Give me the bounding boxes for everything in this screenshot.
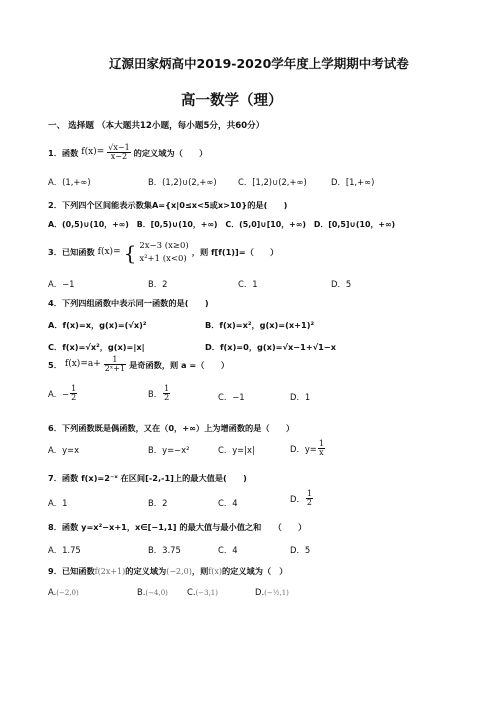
exam-subtitle: 高一数学（理） (181, 93, 283, 109)
question-5-fraction: $\frac{1}{\text{2ˣ+1}}$ (104, 355, 126, 374)
q1-option-b: B．(1,2)∪(2,+∞) (148, 177, 217, 187)
q6-option-d: D．y= $\frac{1}{x}$ (290, 439, 324, 458)
question-8-stem: 8．函数 y=x²−x+1，x∈[−1,1] 的最大值与最小值之和 （ ） (48, 522, 307, 532)
piecewise-cases: 2x−3 (x≥0) x²+1 (x<0) (139, 241, 189, 264)
exam-title: 辽源田家炳高中2019-2020学年度上学期期中考试卷 (109, 56, 409, 71)
question-9-stem: 9．已知函数f(2x+1)的定义域为(−2,0)，则f(x)的定义域为（ ） (48, 566, 288, 576)
question-2-stem: 2．下列四个区间能表示数集A={x|0≤x<5或x>10}的是( ) (48, 200, 288, 210)
q7-option-a: A．1 (48, 498, 68, 508)
q1-option-c: C．[1,2)∪(2,+∞) (238, 177, 307, 187)
q3-option-d: D．5 (331, 279, 352, 289)
question-4-stem: 4．下列四组函数中表示同一函数的是( ) (48, 298, 209, 308)
q5-option-b: B． $\frac{1}{2}$ (148, 384, 170, 403)
q7-option-b: B．2 (148, 498, 168, 508)
q5-option-a: A．− $\frac{1}{2}$ (48, 384, 77, 403)
q4-option-a: A．f(x)=x，g(x)=(√x)² (48, 320, 147, 330)
q9-option-b: B.(−4,0) (137, 587, 168, 597)
q8-option-d: D．5 (290, 545, 311, 555)
question-5-stem: 5． f(x)=a+ $\frac{1}{\text{2ˣ+1}}$ 是奇函数，则 a =（ ） (48, 355, 230, 374)
q9-option-c: C.(−3,1) (187, 587, 218, 597)
q4-option-b: B．f(x)=x²，g(x)=(x+1)² (205, 320, 315, 330)
piecewise-brace: { (123, 240, 137, 265)
question-1-stem: 1．函数 f(x)= $\frac{√x-1}{x-2}$ 的定义域为（ ） (48, 143, 208, 162)
question-1-fraction: $\frac{√x-1}{x-2}$ (108, 143, 130, 162)
q8-option-a: A．1.75 (48, 545, 81, 555)
q6-option-c: C．y=|x| (218, 445, 255, 455)
q7-option-d: D． $\frac{1}{2}$ (290, 489, 312, 508)
question-6-stem: 6．下列函数既是偶函数，又在（0，+∞）上为增函数的是（ ） (48, 423, 295, 433)
question-2-options: A．(0,5)∪(10，+∞) B．[0,5)∪(10，+∞) C．(5,0]∪[10，+∞) D．[0,5]∪(10，+∞) (48, 220, 396, 229)
q3-option-b: B．2 (148, 279, 168, 289)
q4-option-d: D．f(x)=0，g(x)=√x−1+√1−x (205, 342, 337, 352)
question-7-stem: 7．函数 f(x)=2⁻ˣ 在区间[-2,-1]上的最大值是( ) (48, 473, 247, 483)
q7-option-c: C．4 (218, 498, 238, 508)
q5-option-c: C．−1 (218, 392, 245, 402)
section-heading: 一、 选择题 （本大题共12小题，每小题5分，共60分） (48, 121, 265, 131)
q9-option-d: D.(−½,1) (255, 587, 289, 597)
q8-option-c: C．4 (218, 545, 238, 555)
q1-option-a: A．(1,+∞) (48, 177, 91, 187)
q1-option-d: D．[1,+∞) (331, 177, 375, 187)
q3-option-a: A．−1 (48, 279, 75, 289)
q9-option-a: A.(−2,0) (48, 587, 79, 597)
q3-option-c: C．1 (238, 279, 258, 289)
q6-option-b: B．y=−x² (148, 445, 190, 455)
q8-option-b: B．3.75 (148, 545, 181, 555)
q4-option-c: C．f(x)=√x²，g(x)=|x| (48, 342, 145, 352)
q5-option-d: D．1 (290, 392, 311, 402)
question-3-stem: 3．已知函数 f(x)= { 2x−3 (x≥0) x²+1 (x<0) ，则 f[f(1)]=（ ） (48, 240, 279, 265)
q6-option-a: A．y=x (48, 445, 80, 455)
